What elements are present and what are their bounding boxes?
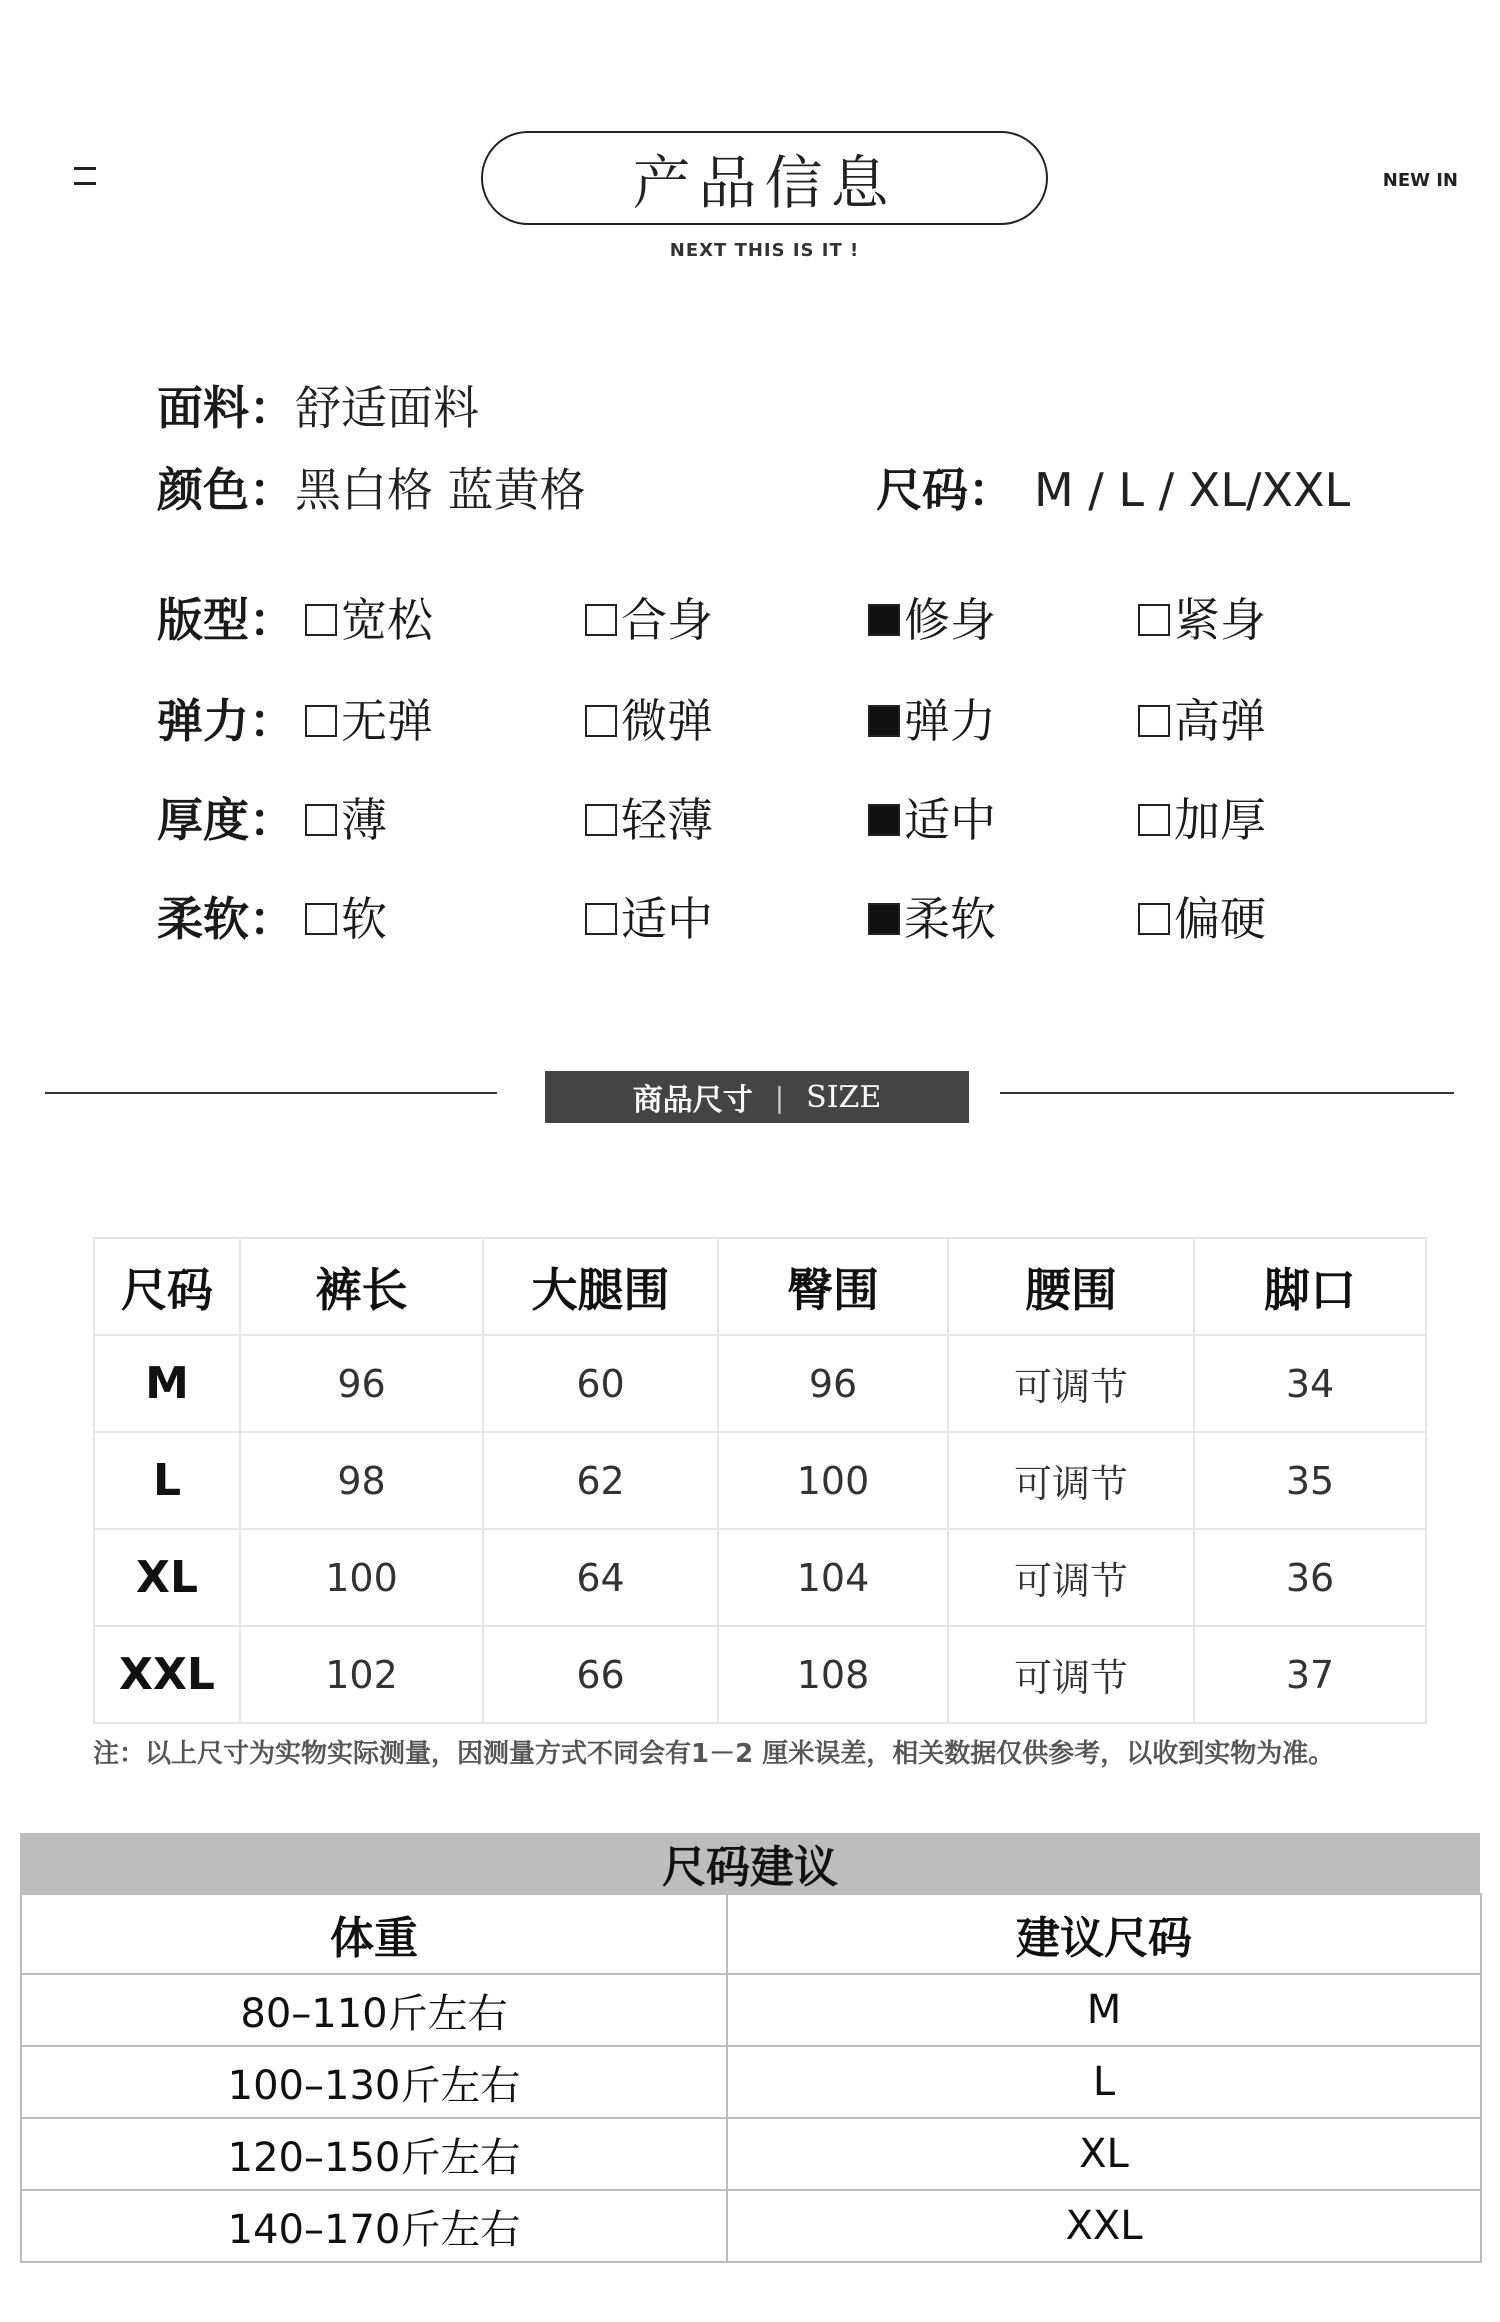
attribute-option[interactable] <box>1138 892 1266 946</box>
empty-box-icon[interactable] <box>305 903 337 935</box>
attribute-key: 柔软： <box>157 892 295 946</box>
new-in-badge: NEW IN <box>1382 170 1458 191</box>
empty-box-icon[interactable] <box>1138 705 1170 737</box>
attribute-key: 弹力： <box>157 694 295 748</box>
attribute-option-label: 软 <box>341 892 387 946</box>
attribute-option-label: 合身 <box>621 593 713 647</box>
size-value: M / L / XL/XXL <box>1034 463 1351 517</box>
table-cell: 104 <box>718 1529 948 1626</box>
suggestion-row <box>21 2118 1481 2190</box>
table-cell: 108 <box>718 1626 948 1723</box>
suggestion-cell: L <box>727 2046 1481 2118</box>
table-cell: L <box>94 1432 240 1529</box>
checked-box-icon[interactable] <box>868 903 900 935</box>
table-cell: 35 <box>1194 1432 1426 1529</box>
table-row <box>94 1335 1426 1432</box>
size-banner-en: SIZE <box>806 1079 882 1115</box>
size-table <box>93 1237 1427 1724</box>
empty-box-icon[interactable] <box>1138 604 1170 636</box>
empty-box-icon[interactable] <box>1138 804 1170 836</box>
table-cell: 62 <box>483 1432 718 1529</box>
attribute-option[interactable] <box>868 593 996 647</box>
suggestion-cell: XXL <box>727 2190 1481 2262</box>
attribute-option[interactable] <box>1138 694 1266 748</box>
attribute-option[interactable] <box>305 694 433 748</box>
attribute-option[interactable] <box>585 793 713 847</box>
color-key: 颜色： <box>157 463 295 517</box>
suggestion-cell: 80–110斤左右 <box>21 1974 727 2046</box>
attribute-option-label: 无弹 <box>341 694 433 748</box>
suggestion-row <box>21 2046 1481 2118</box>
checked-box-icon[interactable] <box>868 604 900 636</box>
table-header-cell: 尺码 <box>94 1238 240 1335</box>
attribute-option-label: 薄 <box>341 793 387 847</box>
table-cell: 66 <box>483 1626 718 1723</box>
attribute-option-label: 微弹 <box>621 694 713 748</box>
suggestion-table <box>20 1893 1482 2263</box>
suggestion-cell: 120–150斤左右 <box>21 2118 727 2190</box>
table-cell: M <box>94 1335 240 1432</box>
table-cell: 可调节 <box>948 1626 1194 1723</box>
table-cell: 100 <box>240 1529 483 1626</box>
attribute-option-label: 偏硬 <box>1174 892 1266 946</box>
table-cell: 102 <box>240 1626 483 1723</box>
attribute-option[interactable] <box>305 593 433 647</box>
empty-box-icon[interactable] <box>305 705 337 737</box>
size-line <box>876 463 1351 517</box>
attribute-option[interactable] <box>585 593 713 647</box>
size-suggestion <box>20 1833 1480 2263</box>
size-key: 尺码： <box>876 463 1014 517</box>
empty-box-icon[interactable] <box>305 604 337 636</box>
empty-box-icon[interactable] <box>585 604 617 636</box>
banner-line-right <box>1000 1092 1454 1094</box>
suggestion-row <box>21 2190 1481 2262</box>
empty-box-icon[interactable] <box>585 804 617 836</box>
color-value: 黑白格 蓝黄格 <box>295 463 586 517</box>
menu-lines-icon[interactable] <box>74 163 96 189</box>
checked-box-icon[interactable] <box>868 804 900 836</box>
size-banner-separator: | <box>774 1080 785 1114</box>
table-cell: 96 <box>240 1335 483 1432</box>
table-header-cell: 腰围 <box>948 1238 1194 1335</box>
attribute-option-label: 加厚 <box>1174 793 1266 847</box>
table-cell: 34 <box>1194 1335 1426 1432</box>
size-banner <box>545 1071 969 1123</box>
empty-box-icon[interactable] <box>585 705 617 737</box>
attribute-option-label: 适中 <box>904 793 996 847</box>
empty-box-icon[interactable] <box>585 903 617 935</box>
table-cell: 60 <box>483 1335 718 1432</box>
suggestion-header-cell: 建议尺码 <box>727 1894 1481 1974</box>
table-cell: 36 <box>1194 1529 1426 1626</box>
attribute-option[interactable] <box>868 892 996 946</box>
suggestion-row <box>21 1974 1481 2046</box>
fabric-value: 舒适面料 <box>295 381 479 435</box>
page-subtitle: NEXT THIS IS IT ! <box>669 240 860 261</box>
attribute-option-label: 适中 <box>621 892 713 946</box>
attribute-option-label: 柔软 <box>904 892 996 946</box>
empty-box-icon[interactable] <box>1138 903 1170 935</box>
table-cell: XL <box>94 1529 240 1626</box>
table-row <box>94 1432 1426 1529</box>
empty-box-icon[interactable] <box>305 804 337 836</box>
table-cell: 可调节 <box>948 1335 1194 1432</box>
attribute-option[interactable] <box>1138 793 1266 847</box>
size-banner-cn: 商品尺寸 <box>632 1083 753 1118</box>
table-header-cell: 大腿围 <box>483 1238 718 1335</box>
checked-box-icon[interactable] <box>868 705 900 737</box>
table-row <box>94 1626 1426 1723</box>
attribute-option-label: 宽松 <box>341 593 433 647</box>
table-header-cell: 脚口 <box>1194 1238 1426 1335</box>
fabric-key: 面料： <box>157 381 295 435</box>
table-cell: 100 <box>718 1432 948 1529</box>
color-line <box>157 463 586 517</box>
attribute-option[interactable] <box>585 892 713 946</box>
table-header-row <box>94 1238 1426 1335</box>
attribute-key: 厚度： <box>157 793 295 847</box>
table-cell: 可调节 <box>948 1432 1194 1529</box>
table-row <box>94 1529 1426 1626</box>
attribute-option-label: 轻薄 <box>621 793 713 847</box>
measurement-note: 注：以上尺寸为实物实际测量，因测量方式不同会有1－2 厘米误差，相关数据仅供参考，以收到实物为准。 <box>93 1739 1335 1769</box>
suggestion-header-row <box>21 1894 1481 1974</box>
banner-line-left <box>45 1092 497 1094</box>
attribute-option-label: 修身 <box>904 593 996 647</box>
table-header-cell: 裤长 <box>240 1238 483 1335</box>
suggestion-cell: 100–130斤左右 <box>21 2046 727 2118</box>
attribute-option-label: 紧身 <box>1174 593 1266 647</box>
page-title: 产品信息 <box>481 131 1048 225</box>
table-cell: 64 <box>483 1529 718 1626</box>
suggestion-header-cell: 体重 <box>21 1894 727 1974</box>
attribute-option[interactable] <box>1138 593 1266 647</box>
table-cell: 可调节 <box>948 1529 1194 1626</box>
suggestion-cell: M <box>727 1974 1481 2046</box>
fabric-line <box>157 381 479 435</box>
table-cell: 98 <box>240 1432 483 1529</box>
suggestion-title: 尺码建议 <box>20 1833 1480 1893</box>
attribute-option[interactable] <box>868 694 996 748</box>
attribute-option[interactable] <box>305 892 387 946</box>
suggestion-cell: 140–170斤左右 <box>21 2190 727 2262</box>
attribute-option-label: 弹力 <box>904 694 996 748</box>
table-header-cell: 臀围 <box>718 1238 948 1335</box>
suggestion-cell: XL <box>727 2118 1481 2190</box>
attribute-option[interactable] <box>585 694 713 748</box>
attribute-option-label: 高弹 <box>1174 694 1266 748</box>
attribute-key: 版型： <box>157 593 295 647</box>
attribute-option[interactable] <box>305 793 387 847</box>
attribute-option[interactable] <box>868 793 996 847</box>
table-cell: 37 <box>1194 1626 1426 1723</box>
table-cell: XXL <box>94 1626 240 1723</box>
table-cell: 96 <box>718 1335 948 1432</box>
